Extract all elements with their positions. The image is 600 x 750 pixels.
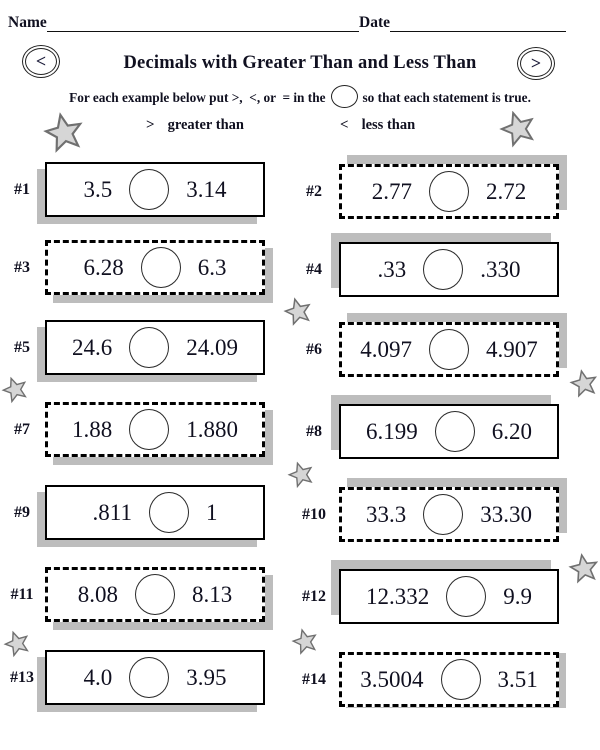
problem-box <box>45 162 265 217</box>
answer-circle[interactable] <box>149 492 189 533</box>
answer-circle[interactable] <box>423 494 463 535</box>
left-number: 12.332 <box>366 584 430 609</box>
problem-row <box>2 567 265 622</box>
problem-row <box>2 162 265 217</box>
left-number: 3.5004 <box>360 667 424 692</box>
right-number: 8.13 <box>192 582 233 607</box>
left-number: 4.097 <box>360 337 412 362</box>
star-icon <box>40 108 87 155</box>
right-number: 9.9 <box>503 584 532 609</box>
problem-box <box>339 652 559 707</box>
left-number: 4.0 <box>83 665 113 690</box>
answer-circle[interactable] <box>435 411 475 452</box>
problem-box <box>339 404 559 459</box>
name-date-row <box>8 14 566 32</box>
answer-circle[interactable] <box>135 574 175 615</box>
problem-row <box>292 404 559 459</box>
star-icon <box>567 551 600 586</box>
left-number: 2.77 <box>371 179 412 204</box>
answer-circle[interactable] <box>129 657 169 698</box>
problem-box <box>45 567 265 622</box>
right-number: 3.51 <box>497 667 538 692</box>
right-number: 2.72 <box>486 179 527 204</box>
problem-row <box>292 164 559 219</box>
answer-circle[interactable] <box>129 169 169 210</box>
problem-number-label: #3 <box>14 258 30 276</box>
problem-row <box>2 240 265 295</box>
problem-number-label: #1 <box>14 180 30 198</box>
greater-than-badge <box>517 47 555 80</box>
instruction-part2: so that each statement is true. <box>362 90 531 105</box>
answer-circle[interactable] <box>423 249 463 290</box>
legend-greater-than <box>146 117 244 134</box>
left-number: 8.08 <box>77 582 118 607</box>
date-label: Date <box>359 14 390 31</box>
problem-number-label: #14 <box>302 670 326 688</box>
answer-circle[interactable] <box>446 576 486 617</box>
answer-circle[interactable] <box>129 409 169 450</box>
instruction-line <box>0 85 600 108</box>
problem-number-label: #4 <box>306 260 322 278</box>
problem-box <box>339 242 559 297</box>
problem-number-label: #5 <box>14 338 30 356</box>
answer-circle[interactable] <box>429 171 469 212</box>
problem-row <box>292 487 559 542</box>
left-number: 6.28 <box>83 255 124 280</box>
answer-circle[interactable] <box>441 659 481 700</box>
problem-number-label: #8 <box>306 422 322 440</box>
greater-than-sign: > <box>146 117 155 133</box>
right-number: 33.30 <box>480 502 532 527</box>
answer-circle-example-icon <box>331 85 358 108</box>
problem-row <box>2 650 265 705</box>
star-icon <box>0 372 32 405</box>
problem-box <box>339 487 559 542</box>
star-icon <box>285 458 318 491</box>
greater-than-label: greater than <box>167 117 244 133</box>
star-icon <box>495 105 540 150</box>
right-number: 4.907 <box>486 337 538 362</box>
problem-row <box>292 242 559 297</box>
problem-box <box>45 402 265 457</box>
name-label: Name <box>8 14 47 31</box>
problem-number-label: #2 <box>306 182 322 200</box>
left-number: .33 <box>377 257 407 282</box>
star-icon <box>567 366 600 399</box>
left-number: 1.88 <box>72 417 113 442</box>
problem-box <box>45 650 265 705</box>
answer-circle[interactable] <box>429 329 469 370</box>
problem-row <box>2 402 265 457</box>
right-number: 3.14 <box>186 177 227 202</box>
problem-number-label: #10 <box>302 505 326 523</box>
problem-row <box>292 322 559 377</box>
problem-box <box>339 164 559 219</box>
right-number: 3.95 <box>186 665 227 690</box>
right-number: 1.880 <box>186 417 238 442</box>
problem-box <box>45 485 265 540</box>
right-number: 6.20 <box>491 419 532 444</box>
right-number: 1 <box>205 500 218 525</box>
problem-number-label: #12 <box>302 587 326 605</box>
problem-number-label: #7 <box>14 420 30 438</box>
problem-row <box>2 320 265 375</box>
problem-number-label: #11 <box>10 585 34 603</box>
problem-row <box>292 652 559 707</box>
right-number: 6.3 <box>197 255 227 280</box>
less-than-symbol: < <box>25 48 57 75</box>
greater-than-symbol: > <box>520 50 552 77</box>
date-underline-field[interactable] <box>390 14 566 32</box>
name-underline-field[interactable] <box>47 14 359 32</box>
problem-box <box>339 569 559 624</box>
instruction-part1: For each example below put >, <, or = in the <box>69 90 326 105</box>
answer-circle[interactable] <box>141 247 181 288</box>
right-number: .330 <box>480 257 521 282</box>
problem-row <box>292 569 559 624</box>
problem-row <box>2 485 265 540</box>
left-number: 3.5 <box>83 177 113 202</box>
problem-box <box>339 322 559 377</box>
page-title: Decimals with Greater Than and Less Than <box>123 53 477 73</box>
left-number: 24.6 <box>72 335 113 360</box>
problem-number-label: #6 <box>306 340 322 358</box>
left-number: .811 <box>92 500 132 525</box>
less-than-sign: < <box>340 117 349 133</box>
right-number: 24.09 <box>186 335 238 360</box>
problem-box <box>45 320 265 375</box>
answer-circle[interactable] <box>129 327 169 368</box>
left-number: 33.3 <box>366 502 407 527</box>
problem-number-label: #9 <box>14 503 30 521</box>
left-number: 6.199 <box>366 419 418 444</box>
less-than-label: less than <box>361 117 416 133</box>
problem-number-label: #13 <box>10 668 34 686</box>
problem-box <box>45 240 265 295</box>
legend-less-than <box>340 117 415 134</box>
